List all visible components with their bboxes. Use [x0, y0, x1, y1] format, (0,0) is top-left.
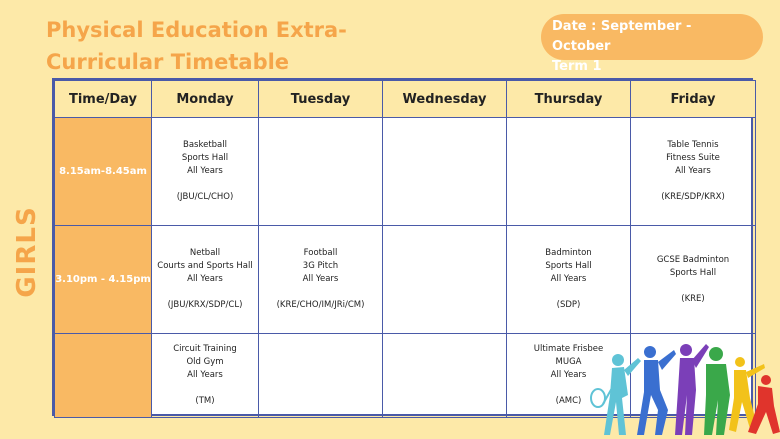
activity-line: Old Gym: [186, 357, 224, 367]
time-slot-cell: [55, 334, 152, 418]
activity-line: [631, 280, 755, 293]
header-day-wednesday: Wednesday: [383, 81, 507, 118]
date-badge: [541, 14, 763, 74]
activity-line: Basketball: [183, 140, 227, 150]
activity-line: (SDP): [556, 300, 581, 310]
header-day-friday: Friday: [631, 81, 756, 118]
activity-cell: [259, 226, 383, 334]
activity-line: (KRE/SDP/KRX): [661, 192, 725, 202]
activity-cell: [507, 118, 631, 226]
activity-cell: [259, 118, 383, 226]
activity-line: (KRE/CHO/IM/JRi/CM): [276, 300, 365, 310]
activity-line: All Years: [187, 370, 223, 380]
activity-line: [152, 178, 258, 191]
activity-cell: [383, 226, 507, 334]
activity-line: Table Tennis: [667, 140, 719, 150]
side-label-text: GIRLS: [12, 206, 42, 298]
page-title: [46, 14, 347, 78]
activity-line: (TM): [195, 396, 215, 406]
activity-line: (JBU/CL/CHO): [176, 192, 234, 202]
activity-line: All Years: [550, 274, 587, 284]
activity-line: GCSE Badminton: [656, 254, 730, 265]
activity-line: Badminton: [545, 248, 592, 258]
header-day-thursday: Thursday: [507, 81, 631, 118]
time-slot-cell: 8.15am-8.45am: [55, 118, 152, 226]
activity-cell: [152, 226, 259, 334]
activity-line: Sports Hall: [181, 153, 229, 163]
tennis-player-silhouette: [591, 354, 641, 435]
sports-silhouettes-image: [588, 340, 780, 439]
date-line-1: Date : September - October: [552, 19, 692, 54]
activity-line: Courts and Sports Hall: [157, 261, 253, 271]
activity-line: [631, 178, 755, 191]
activity-line: All Years: [550, 370, 587, 380]
activity-cell: [383, 118, 507, 226]
title-line-2: Curricular Timetable: [46, 50, 290, 74]
activity-line: Sports Hall: [545, 261, 592, 271]
activity-line: [507, 286, 630, 299]
header-time-day: Time/Day: [55, 81, 152, 118]
activity-line: All Years: [675, 166, 711, 176]
time-slot-cell: 3.10pm - 4.15pm: [55, 226, 152, 334]
activity-line: Football: [303, 248, 338, 258]
activity-cell: [259, 334, 383, 418]
side-label: [10, 204, 44, 300]
activity-line: Sports Hall: [669, 267, 717, 278]
activity-line: [152, 286, 258, 299]
date-line-2: Term 1: [552, 59, 602, 74]
activity-line: 3G Pitch: [302, 261, 339, 271]
activity-cell: [152, 118, 259, 226]
activity-line: Netball: [189, 248, 221, 258]
activity-cell: [631, 226, 756, 334]
activity-line: MUGA: [555, 357, 582, 367]
activity-line: (KRE): [681, 293, 705, 304]
activity-line: All Years: [302, 274, 339, 284]
activity-cell: [631, 118, 756, 226]
activity-cell: [507, 226, 631, 334]
header-row: [55, 81, 756, 118]
header-day-tuesday: Tuesday: [259, 81, 383, 118]
activity-line: Circuit Training: [173, 344, 237, 354]
activity-line: Fitness Suite: [666, 153, 720, 163]
footballer-silhouette: [704, 347, 730, 435]
basketball-player-silhouette: [675, 344, 709, 435]
activity-line: [259, 286, 382, 299]
table-row: [55, 118, 756, 226]
table-row: [55, 226, 756, 334]
activity-line: [152, 382, 258, 395]
title-line-1: Physical Education Extra-: [46, 18, 347, 42]
sprinter-silhouette: [748, 375, 780, 434]
activity-line: Ultimate Frisbee: [533, 344, 604, 354]
activity-line: (JBU/KRX/SDP/CL): [167, 300, 243, 310]
activity-cell: [383, 334, 507, 418]
header-day-monday: Monday: [152, 81, 259, 118]
activity-cell: [152, 334, 259, 418]
activity-line: (AMC): [555, 396, 582, 406]
activity-line: All Years: [187, 166, 223, 176]
runner-silhouette: [637, 346, 676, 435]
activity-line: All Years: [187, 274, 223, 284]
